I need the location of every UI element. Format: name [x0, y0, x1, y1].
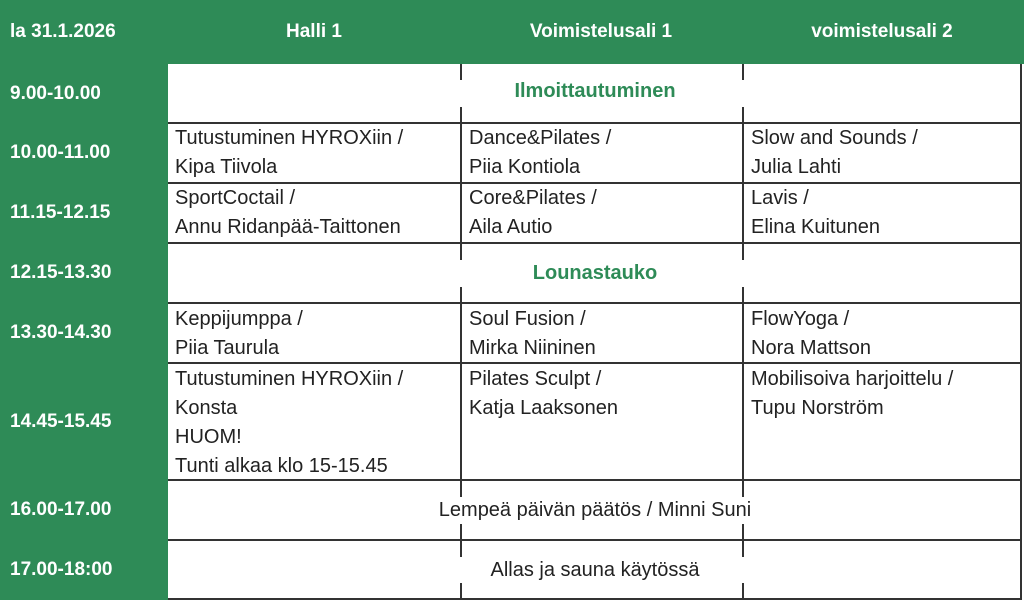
instructor: Nora Mattson [751, 337, 872, 359]
class-cell-halli-1 [168, 365, 460, 481]
time-slot: 13.30-14.30 [10, 322, 112, 343]
class-title: Slow and Sounds / [751, 127, 918, 149]
column-header-voimistelusali-2: voimistelusali 2 [811, 21, 953, 42]
lunch-break-cell: Lounastauko [532, 261, 658, 284]
time-slot: 17.00-18:00 [10, 559, 113, 580]
column-header-voimistelusali-1: Voimistelusali 1 [529, 21, 673, 42]
class-cell-voimistelusali-2 [744, 365, 1020, 423]
class-title: SportCoctail / [175, 187, 296, 209]
class-cell-voimistelusali-2 [744, 184, 1020, 242]
class-title: FlowYoga / [751, 308, 850, 330]
registration-cell: Ilmoittautuminen [514, 79, 676, 102]
class-title: Keppijumppa / [175, 308, 303, 330]
instructor: Annu Ridanpää-Taittonen [175, 216, 401, 238]
right-border [1020, 64, 1022, 600]
class-cell-voimistelusali-1 [462, 305, 742, 363]
class-cell-voimistelusali-1 [462, 365, 742, 423]
instructor: Tupu Norström [751, 397, 884, 419]
notice: HUOM! [175, 426, 242, 448]
instructor: Elina Kuitunen [751, 216, 880, 238]
class-title: Mobilisoiva harjoittelu / [751, 368, 954, 390]
class-cell-voimistelusali-1 [462, 184, 742, 242]
class-title: Dance&Pilates / [469, 127, 612, 149]
time-slot: 14.45-15.45 [10, 410, 112, 432]
class-cell-halli-1 [168, 305, 460, 363]
instructor: Mirka Niininen [469, 337, 596, 359]
class-title: Pilates Sculpt / [469, 368, 602, 390]
date-header: la 31.1.2026 [10, 21, 116, 42]
time-slot: 16.00-17.00 [10, 499, 112, 520]
instructor: Kipa Tiivola [175, 156, 278, 178]
time-slot: 12.15-13.30 [10, 262, 112, 283]
class-cell-voimistelusali-2 [744, 305, 1020, 363]
instructor: Aila Autio [469, 216, 553, 238]
instructor: Piia Kontiola [469, 156, 581, 178]
instructor: Konsta [175, 397, 238, 419]
instructor: Julia Lahti [751, 156, 842, 178]
instructor: Piia Taurula [175, 337, 280, 359]
time-slot: 11.15-12.15 [10, 202, 111, 223]
class-cell-halli-1 [168, 184, 460, 242]
time-slot: 9.00-10.00 [10, 82, 101, 104]
row-divider [168, 302, 1022, 304]
time-slot: 10.00-11.00 [10, 142, 111, 163]
class-title: Core&Pilates / [469, 187, 597, 209]
class-title: Soul Fusion / [469, 308, 586, 330]
pool-sauna-cell: Allas ja sauna käytössä [490, 558, 700, 581]
class-cell-voimistelusali-1 [462, 124, 742, 182]
column-header-halli-1: Halli 1 [286, 21, 342, 42]
instructor: Katja Laaksonen [469, 397, 619, 419]
class-title: Lavis / [751, 187, 809, 209]
class-cell-voimistelusali-2 [744, 124, 1020, 182]
class-cell-halli-1 [168, 124, 460, 182]
notice-detail: Tunti alkaa klo 15-15.45 [175, 455, 388, 477]
class-title: Tutustuminen HYROXiin / [175, 368, 404, 390]
class-title: Tutustuminen HYROXiin / [175, 127, 404, 149]
closing-session-cell: Lempeä päivän päätös / Minni Suni [438, 498, 752, 521]
